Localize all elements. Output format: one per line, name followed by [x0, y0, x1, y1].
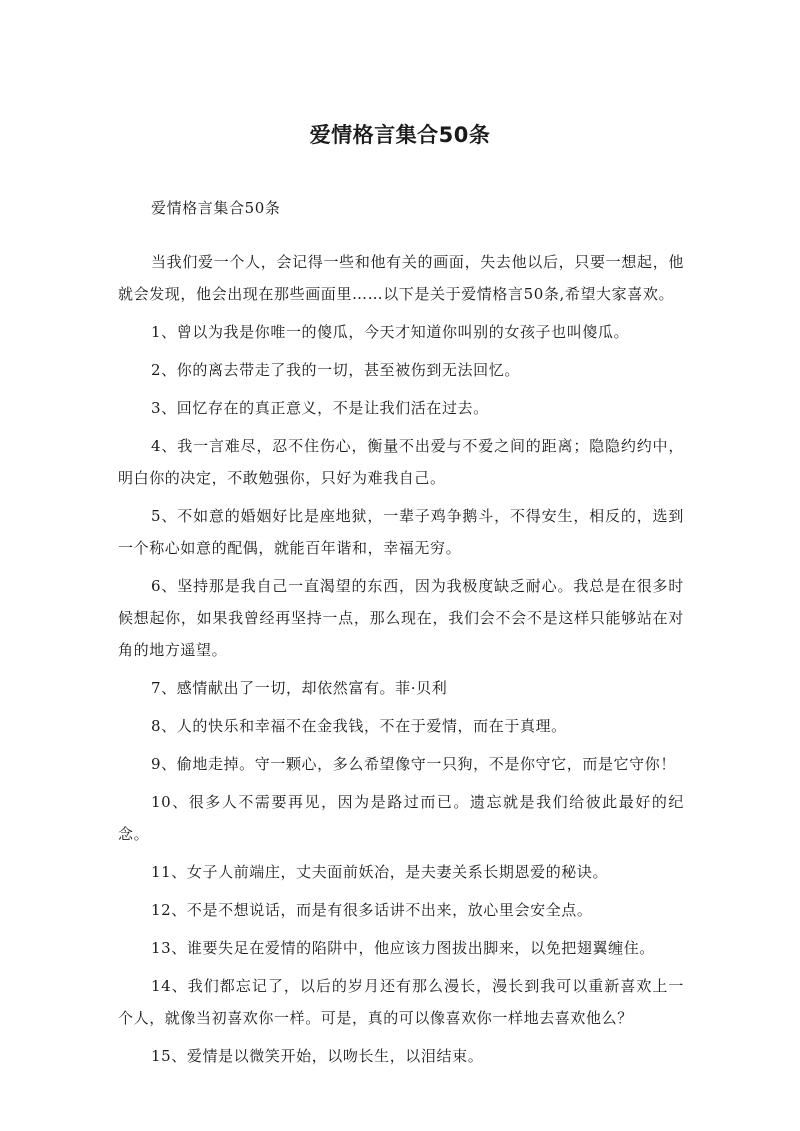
quote-item-9: 9、偷地走掉。守一颗心，多么希望像守一只狗，不是你守它，而是它守你！	[151, 755, 676, 773]
quote-item-8: 8、人的快乐和幸福不在金我钱，不在于爱情，而在于真理。	[151, 717, 567, 735]
quote-item-4: 4、我一言难尽，忍不住伤心，衡量不出爱与不爱之间的距离；隐隐约约中，明白你的决定，不敢勉强你，只好为难我自己。	[118, 437, 684, 487]
quote-item-5: 5、不如意的婚姻好比是座地狱，一辈子鸡争鹅斗，不得安生，相反的，选到一个称心如意的配偶，就能百年谐和，幸福无穷。	[118, 507, 684, 557]
quote-item-15: 15、爱情是以微笑开始，以吻长生，以泪结束。	[151, 1047, 484, 1065]
quote-item-6: 6、坚持那是我自己一直渴望的东西，因为我极度缺乏耐心。我总是在很多时候想起你，如果我曾经再坚持一点，那么现在，我们会不会不是这样只能够站在对角的地方遥望。	[118, 577, 684, 659]
document-title: 爱情格言集合50条	[309, 123, 491, 147]
quote-item-13: 13、谁要失足在爱情的陷阱中，他应该力图拔出脚来，以免把翅翼缠住。	[151, 939, 655, 957]
quote-item-10: 10、很多人不需要再见，因为是路过而已。遗忘就是我们给彼此最好的纪念。	[118, 793, 684, 843]
quote-item-2: 2、你的离去带走了我的一切，甚至被伤到无法回忆。	[151, 361, 520, 379]
intro-paragraph: 当我们爱一个人，会记得一些和他有关的画面，失去他以后，只要一想起，他就会发现，他会出现在那些画面里……以下是关于爱情格言50条,希望大家喜欢。	[118, 253, 684, 303]
quote-item-11: 11、女子人前端庄，丈夫面前妖冶，是夫妻关系长期恩爱的秘诀。	[151, 863, 609, 881]
quote-item-7: 7、感情献出了一切，却依然富有。菲·贝利	[151, 679, 448, 697]
quote-item-12: 12、不是不想说话，而是有很多话讲不出来，放心里会安全点。	[151, 901, 593, 919]
quote-item-3: 3、回忆存在的真正意义，不是让我们活在过去。	[151, 399, 489, 417]
document-body	[118, 192, 684, 1078]
document-subtitle: 爱情格言集合50条	[151, 199, 281, 217]
quote-item-1: 1、曾以为我是你唯一的傻瓜，今天才知道你叫别的女孩子也叫傻瓜。	[151, 323, 630, 341]
quote-item-14: 14、我们都忘记了，以后的岁月还有那么漫长，漫长到我可以重新喜欢上一个人，就像当初喜欢你一样。可是，真的可以像喜欢你一样地去喜欢他么？	[118, 977, 684, 1027]
